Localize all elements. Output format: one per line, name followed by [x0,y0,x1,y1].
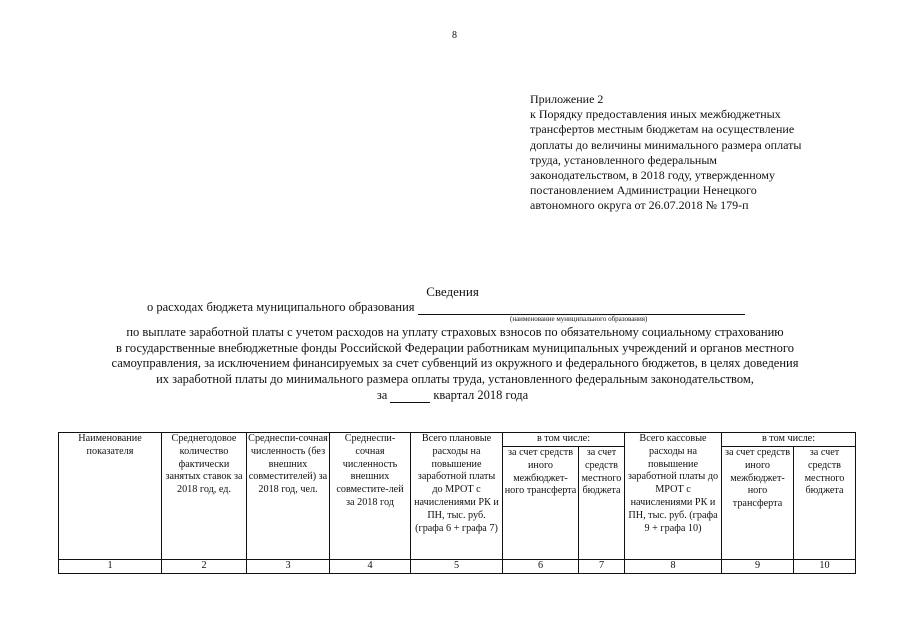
column-number: 9 [722,560,794,574]
column-number: 3 [247,560,330,574]
description-line: по выплате заработной платы с учетом расходов на уплату страховых взносов по обязательному социальному страхованию [126,325,784,339]
header-cell: в том числе: [503,433,625,447]
page-number: 8 [452,30,457,41]
column-number-row [59,560,856,574]
blank-hint: (наименование муниципального образования) [510,315,648,323]
report-table [58,432,856,574]
appendix-line: законодательством, в 2018 году, утвержденному [530,168,775,183]
appendix-note [530,92,870,214]
subtitle-line [147,300,745,315]
subheader-cell: за счет средств иного межбюджет-ного трансферта [503,447,579,560]
appendix-line: постановлением Администрации Ненецкого [530,183,757,198]
header-cell: Среднеспи-сочная численность (без внешних совместителей) за 2018 год, чел. [247,433,330,560]
header-cell: Всего кассовые расходы на повышение заработной платы до МРОТ с начислениями РК и ПН, тыс. руб. (графа 9 + графа 10) [625,433,722,560]
appendix-line: доплаты до величины минимального размера оплаты [530,137,802,152]
column-number: 10 [794,560,856,574]
column-number: 7 [579,560,625,574]
column-number: 8 [625,560,722,574]
quarter-blank [390,391,430,403]
municipality-blank [418,302,745,315]
appendix-line: автономного округа от 26.07.2018 № 179-п [530,198,749,213]
header-cell: Среднегодовое количество фактически занятых ставок за 2018 год, ед. [162,433,247,560]
column-number: 6 [503,560,579,574]
description [60,325,850,387]
column-number: 4 [330,560,411,574]
header-cell: в том числе: [722,433,856,447]
appendix-line: к Порядку предоставления иных межбюджетных [530,107,781,122]
header-cell: Среднеспи-сочная численность внешних совместите-лей за 2018 год [330,433,411,560]
description-line: самоуправления, за исключением финансируемых за счет субвенций из окружного и федерального бюджетов, в целях доведения [111,356,799,370]
description-line: их заработной платы до минимального размера оплаты труда, установленного федеральным законодательством, [156,371,754,386]
subheader-cell: за счет средств иного межбюджет-ного трансферта [722,447,794,560]
column-number: 5 [411,560,503,574]
description-line: в государственные внебюджетные фонды Российской Федерации работникам муниципальных учреждений и органов местного [116,340,794,355]
appendix-line: трансфертов местным бюджетам на осуществление [530,122,795,137]
document-title: Сведения [426,284,479,299]
header-row [59,433,856,447]
header-cell: Всего плановые расходы на повышение заработной платы до МРОТ с начислениями РК и ПН, тыс. руб. (графа 6 + графа 7) [411,433,503,560]
appendix-line: труда, установленного федеральным [530,152,718,167]
subheader-cell: за счет средств местного бюджета [794,447,856,560]
quarter-line [0,388,905,403]
appendix-line: Приложение 2 [530,92,604,106]
quarter-suffix: квартал 2018 года [433,388,529,402]
subtitle-prefix: о расходах бюджета муниципального образования [147,300,415,314]
header-cell: Наименование показателя [59,433,162,560]
column-number: 2 [162,560,247,574]
column-number: 1 [59,560,162,574]
quarter-prefix: за [376,388,388,402]
subheader-cell: за счет средств местного бюджета [579,447,625,560]
